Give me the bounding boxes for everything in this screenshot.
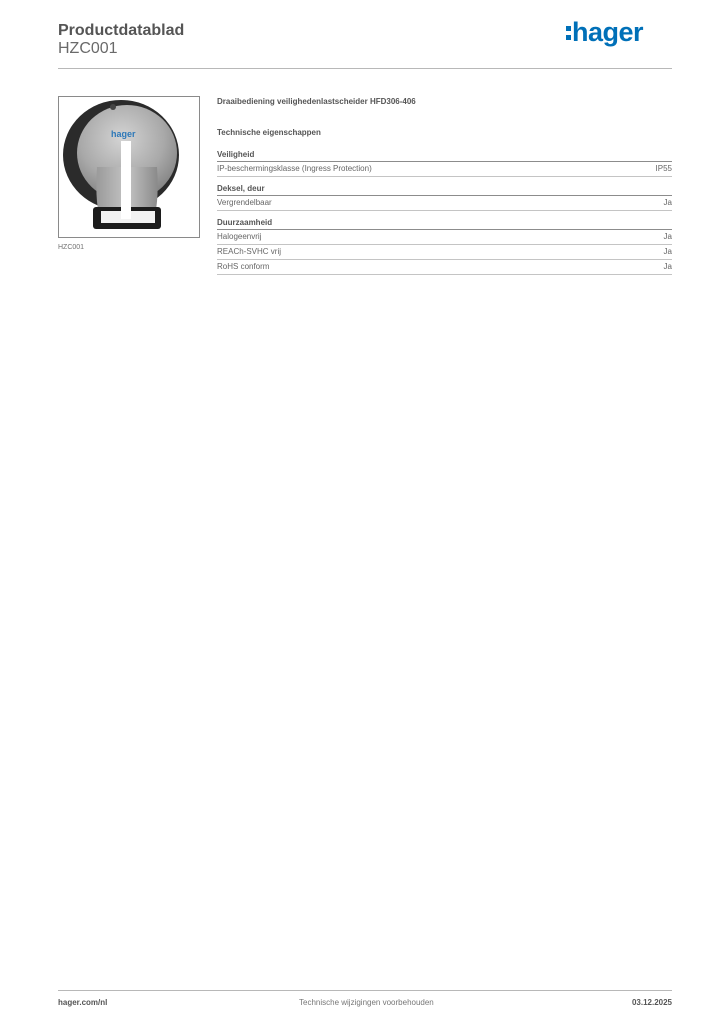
table-row: [217, 260, 672, 275]
image-caption: HZC001: [58, 244, 85, 251]
group-deksel-deur: [217, 183, 672, 211]
row-label: REACh-SVHC vrij: [217, 247, 282, 256]
row-value: Ja: [663, 262, 672, 271]
hager-logo: [566, 16, 658, 48]
rotary-handle-illustration: [59, 97, 199, 237]
product-image: [58, 96, 200, 238]
section-heading: Technische eigenschappen: [217, 128, 321, 137]
row-value: Ja: [663, 247, 672, 256]
footer-disclaimer: Technische wijzigingen voorbehouden: [299, 998, 434, 1007]
product-name: Draaibediening veilighedenlastscheider HFD306-406: [217, 97, 416, 106]
product-details: [217, 96, 672, 275]
row-value: Ja: [663, 232, 672, 241]
group-title: Deksel, deur: [217, 183, 672, 196]
table-row: [217, 162, 672, 177]
group-veiligheid: [217, 149, 672, 177]
row-label: Halogeenvrij: [217, 232, 262, 241]
row-value: IP55: [655, 164, 672, 173]
group-title: Duurzaamheid: [217, 217, 672, 230]
page-title: Productdatablad: [58, 22, 185, 39]
handle-logo: hager: [111, 129, 136, 139]
group-title: Veiligheid: [217, 149, 672, 162]
table-row: [217, 245, 672, 260]
table-row: [217, 230, 672, 245]
table-row: [217, 196, 672, 211]
footer-website-link[interactable]: hager.com/nl: [58, 998, 108, 1007]
product-code: HZC001: [58, 40, 118, 57]
row-label: IP-beschermingsklasse (Ingress Protection): [217, 164, 372, 173]
group-duurzaamheid: [217, 217, 672, 275]
row-value: Ja: [663, 198, 672, 207]
row-label: RoHS conform: [217, 262, 270, 271]
row-label: Vergrendelbaar: [217, 198, 272, 207]
logo-text: hager: [572, 17, 644, 47]
footer-divider: [58, 990, 672, 991]
footer-date: 03.12.2025: [631, 998, 672, 1007]
header-divider: [58, 68, 672, 69]
